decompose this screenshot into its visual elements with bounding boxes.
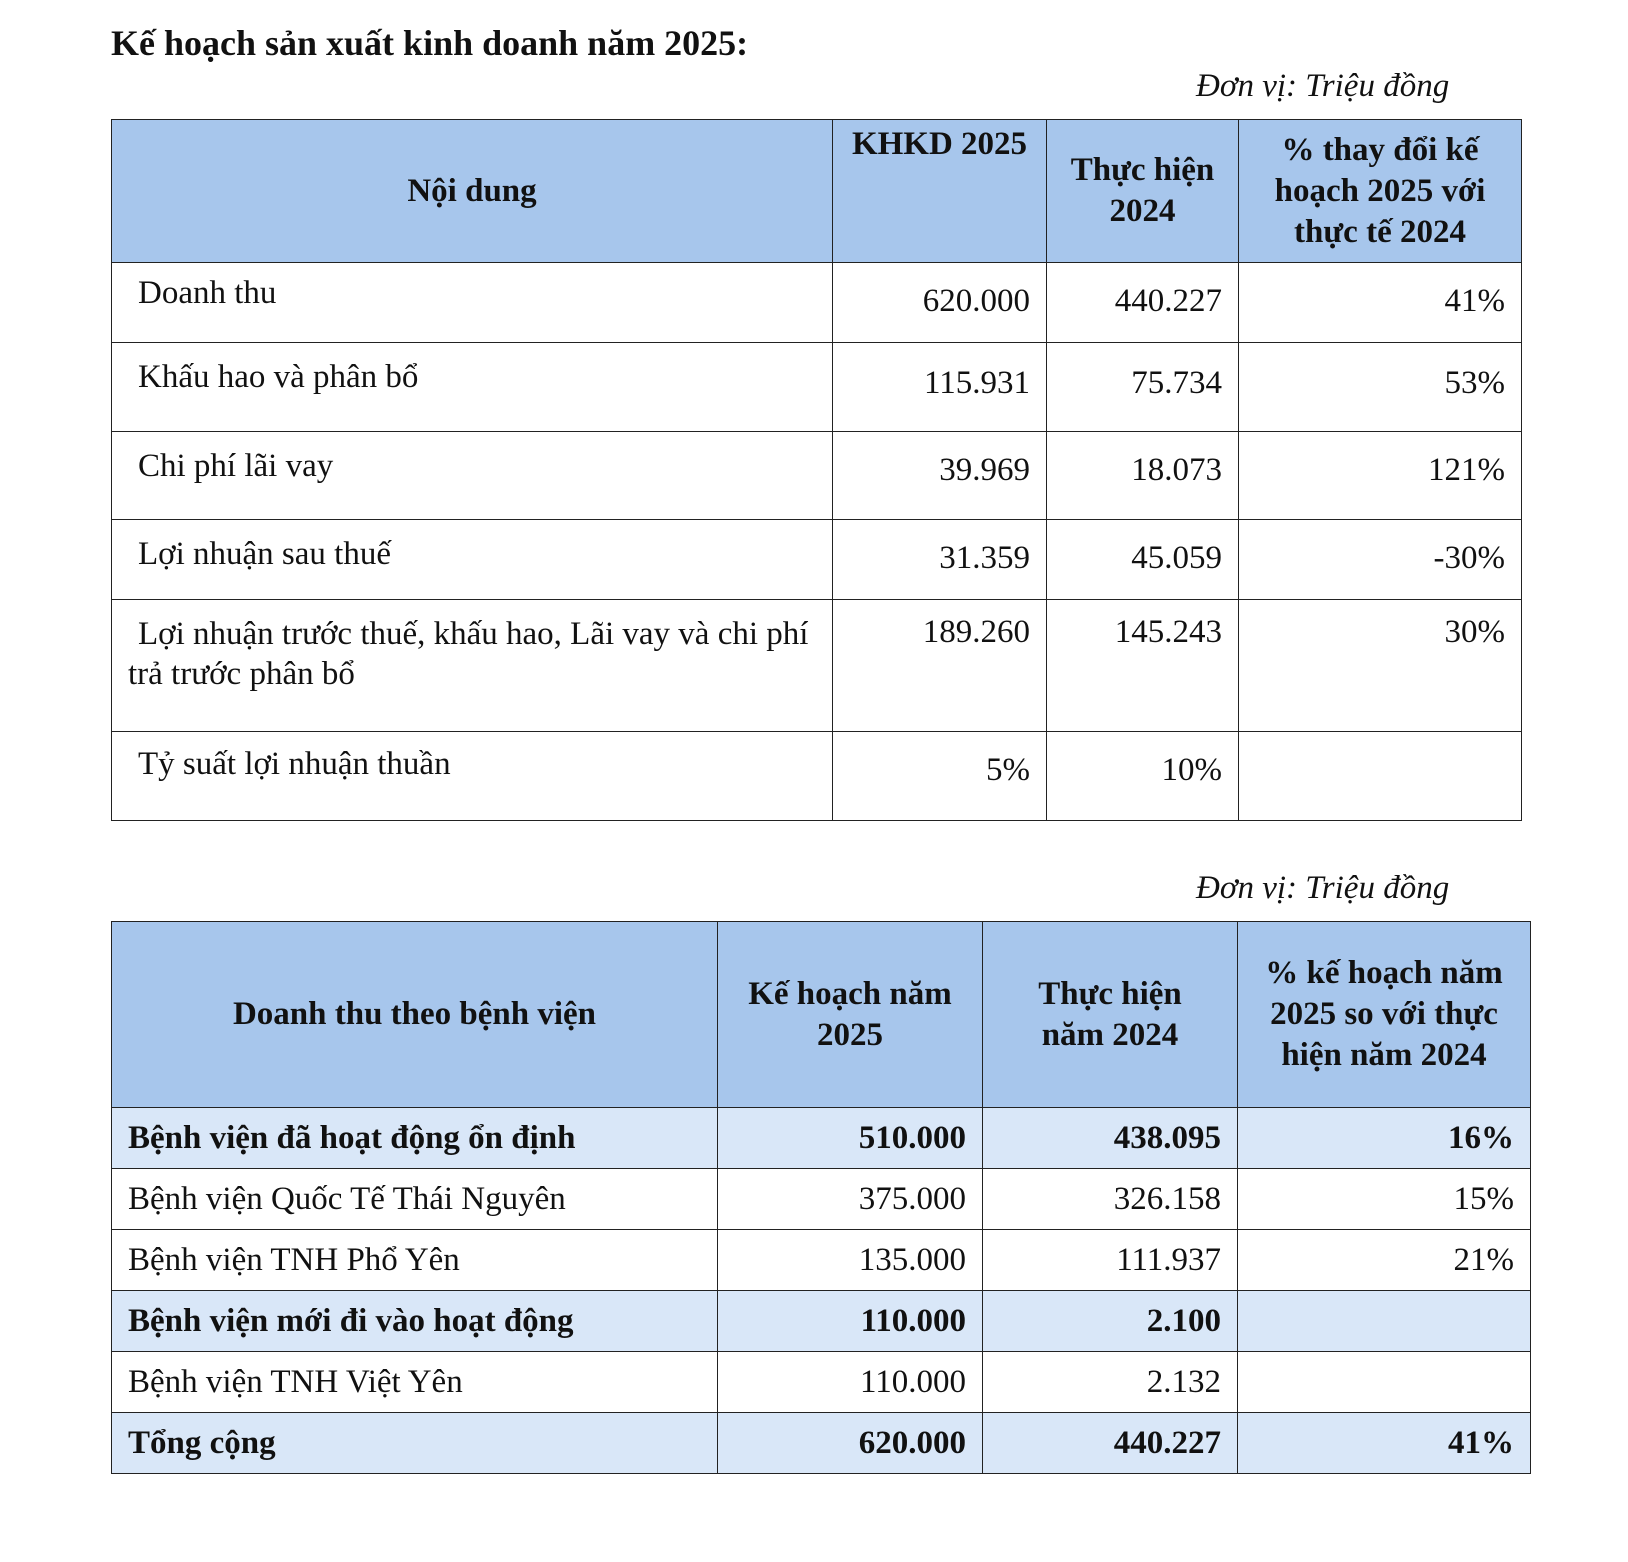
row-change: 53%: [1239, 343, 1522, 432]
table-row: [112, 1413, 1531, 1474]
row-actual: 18.073: [1047, 432, 1239, 520]
row-ratio: 16%: [1238, 1108, 1531, 1169]
row-plan: 110.000: [718, 1291, 983, 1352]
row-actual: 145.243: [1047, 600, 1239, 732]
row-actual: 440.227: [983, 1413, 1238, 1474]
table-row: [112, 432, 1522, 520]
row-label: Tổng cộng: [112, 1413, 718, 1474]
table-row: [112, 600, 1522, 732]
row-change: 41%: [1239, 263, 1522, 343]
row-change: [1239, 732, 1522, 821]
row-actual: 10%: [1047, 732, 1239, 821]
row-change: -30%: [1239, 520, 1522, 600]
row-label: Lợi nhuận sau thuế: [112, 520, 833, 600]
header-plan-2025: Kế hoạch năm 2025: [718, 922, 983, 1108]
table-row: [112, 1230, 1531, 1291]
row-change: 30%: [1239, 600, 1522, 732]
table-row: [112, 520, 1522, 600]
row-label: Bệnh viện Quốc Tế Thái Nguyên: [112, 1169, 718, 1230]
table-row: [112, 1108, 1531, 1169]
row-label: Doanh thu: [112, 263, 833, 343]
header-ratio: % kế hoạch năm 2025 so với thực hiện năm 2024: [1238, 922, 1531, 1108]
page-title: Kế hoạch sản xuất kinh doanh năm 2025:: [111, 23, 749, 63]
business-plan-table: [111, 119, 1522, 821]
row-plan: 620.000: [833, 263, 1047, 343]
row-plan: 39.969: [833, 432, 1047, 520]
row-plan: 375.000: [718, 1169, 983, 1230]
row-label: Bệnh viện đã hoạt động ổn định: [112, 1108, 718, 1169]
header-content: Nội dung: [112, 120, 833, 263]
row-plan: 31.359: [833, 520, 1047, 600]
row-plan: 189.260: [833, 600, 1047, 732]
header-change: % thay đổi kế hoạch 2025 với thực tế 2024: [1239, 120, 1522, 263]
row-label: Chi phí lãi vay: [112, 432, 833, 520]
hospital-revenue-table: [111, 921, 1531, 1474]
header-actual-2024: Thực hiện năm 2024: [983, 922, 1238, 1108]
row-actual: 2.132: [983, 1352, 1238, 1413]
row-label: Bệnh viện TNH Việt Yên: [112, 1352, 718, 1413]
row-actual: 440.227: [1047, 263, 1239, 343]
row-label: Lợi nhuận trước thuế, khấu hao, Lãi vay và chi phí trả trước phân bổ: [112, 600, 833, 732]
row-label: Tỷ suất lợi nhuận thuần: [112, 732, 833, 821]
row-actual: 326.158: [983, 1169, 1238, 1230]
row-actual: 45.059: [1047, 520, 1239, 600]
row-actual: 2.100: [983, 1291, 1238, 1352]
table-row: [112, 343, 1522, 432]
table-row: [112, 1169, 1531, 1230]
row-label: Bệnh viện mới đi vào hoạt động: [112, 1291, 718, 1352]
row-ratio: 15%: [1238, 1169, 1531, 1230]
table-row: [112, 1352, 1531, 1413]
row-change: 121%: [1239, 432, 1522, 520]
row-ratio: [1238, 1352, 1531, 1413]
row-ratio: 21%: [1238, 1230, 1531, 1291]
header-actual-2024: Thực hiện 2024: [1047, 120, 1239, 263]
row-plan: 110.000: [718, 1352, 983, 1413]
row-plan: 5%: [833, 732, 1047, 821]
header-plan-2025: KHKD 2025: [833, 120, 1047, 263]
table-row: [112, 263, 1522, 343]
row-plan: 135.000: [718, 1230, 983, 1291]
table-row: [112, 1291, 1531, 1352]
row-plan: 620.000: [718, 1413, 983, 1474]
unit-label-table1: Đơn vị: Triệu đồng: [1196, 68, 1450, 104]
row-ratio: [1238, 1291, 1531, 1352]
header-hospital-revenue: Doanh thu theo bệnh viện: [112, 922, 718, 1108]
row-actual: 438.095: [983, 1108, 1238, 1169]
row-label: Bệnh viện TNH Phổ Yên: [112, 1230, 718, 1291]
row-ratio: 41%: [1238, 1413, 1531, 1474]
row-actual: 75.734: [1047, 343, 1239, 432]
row-plan: 510.000: [718, 1108, 983, 1169]
row-plan: 115.931: [833, 343, 1047, 432]
table-row: [112, 732, 1522, 821]
row-label: Khấu hao và phân bổ: [112, 343, 833, 432]
row-actual: 111.937: [983, 1230, 1238, 1291]
unit-label-table2: Đơn vị: Triệu đồng: [1196, 870, 1450, 906]
